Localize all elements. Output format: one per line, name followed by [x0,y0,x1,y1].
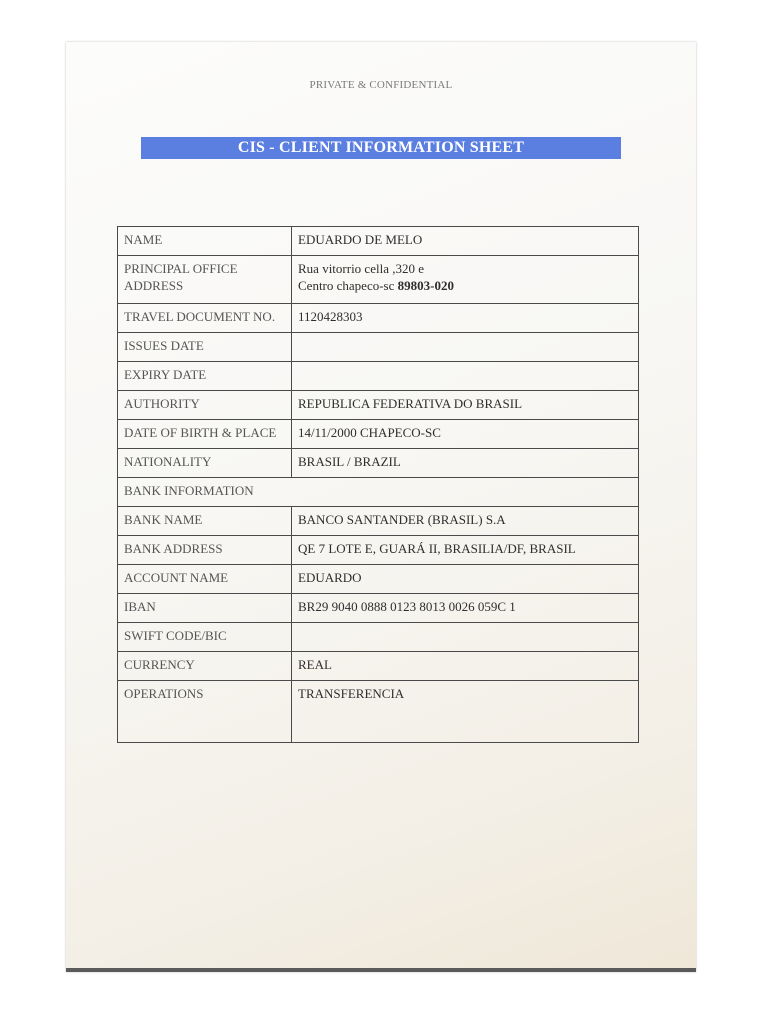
confidential-notice: PRIVATE & CONFIDENTIAL [309,79,453,91]
bank-address-label: BANK ADDRESS [118,536,292,565]
issue-date-label: ISSUES DATE [118,333,292,362]
table-row-travel-document [118,304,639,333]
currency-label: CURRENCY [118,652,292,681]
swift-label: SWIFT CODE/BIC [118,623,292,652]
iban-value: BR29 9040 0888 0123 8013 0026 059C 1 [292,594,639,623]
table-row-swift [118,623,639,652]
account-name-value: EDUARDO [292,565,639,594]
document-page [66,42,696,972]
name-value: EDUARDO DE MELO [292,227,639,256]
issue-date-value [292,333,639,362]
table-row-operations [118,681,639,743]
table-row-currency [118,652,639,681]
table-row-account-name [118,565,639,594]
address-postal-code: 89803-020 [397,278,454,293]
bank-address-value: QE 7 LOTE E, GUARÁ II, BRASILIA/DF, BRASIL [292,536,639,565]
nationality-value: BRASIL / BRAZIL [292,449,639,478]
currency-value: REAL [292,652,639,681]
name-label: NAME [118,227,292,256]
table-row-name [118,227,639,256]
travel-document-value: 1120428303 [292,304,639,333]
expiry-date-value [292,362,639,391]
document-title: CIS - CLIENT INFORMATION SHEET [141,137,621,159]
authority-value: REPUBLICA FEDERATIVA DO BRASIL [292,391,639,420]
bank-name-value: BANCO SANTANDER (BRASIL) S.A [292,507,639,536]
table-row-authority [118,391,639,420]
address-city: Centro chapeco-sc [298,278,398,293]
address-line-1: Rua vitorrio cella ,320 e [298,261,424,276]
table-row-address [118,256,639,304]
table-row-birth [118,420,639,449]
table-row-bank-section [118,478,639,507]
bank-information-heading: BANK INFORMATION [118,478,639,507]
address-value [292,256,639,304]
operations-value: TRANSFERENCIA [292,681,639,743]
table-row-bank-address [118,536,639,565]
travel-document-label: TRAVEL DOCUMENT NO. [118,304,292,333]
swift-value [292,623,639,652]
table-row-expiry-date [118,362,639,391]
nationality-label: NATIONALITY [118,449,292,478]
operations-label: OPERATIONS [118,681,292,743]
iban-label: IBAN [118,594,292,623]
table-row-iban [118,594,639,623]
table-row-bank-name [118,507,639,536]
birth-label: DATE OF BIRTH & PLACE [118,420,292,449]
account-name-label: ACCOUNT NAME [118,565,292,594]
authority-label: AUTHORITY [118,391,292,420]
address-line-2 [298,277,632,294]
table-row-issue-date [118,333,639,362]
table-row-nationality [118,449,639,478]
birth-value: 14/11/2000 CHAPECO-SC [292,420,639,449]
client-information-table [117,226,639,743]
expiry-date-label: EXPIRY DATE [118,362,292,391]
bank-name-label: BANK NAME [118,507,292,536]
address-label: PRINCIPAL OFFICE ADDRESS [118,256,292,304]
